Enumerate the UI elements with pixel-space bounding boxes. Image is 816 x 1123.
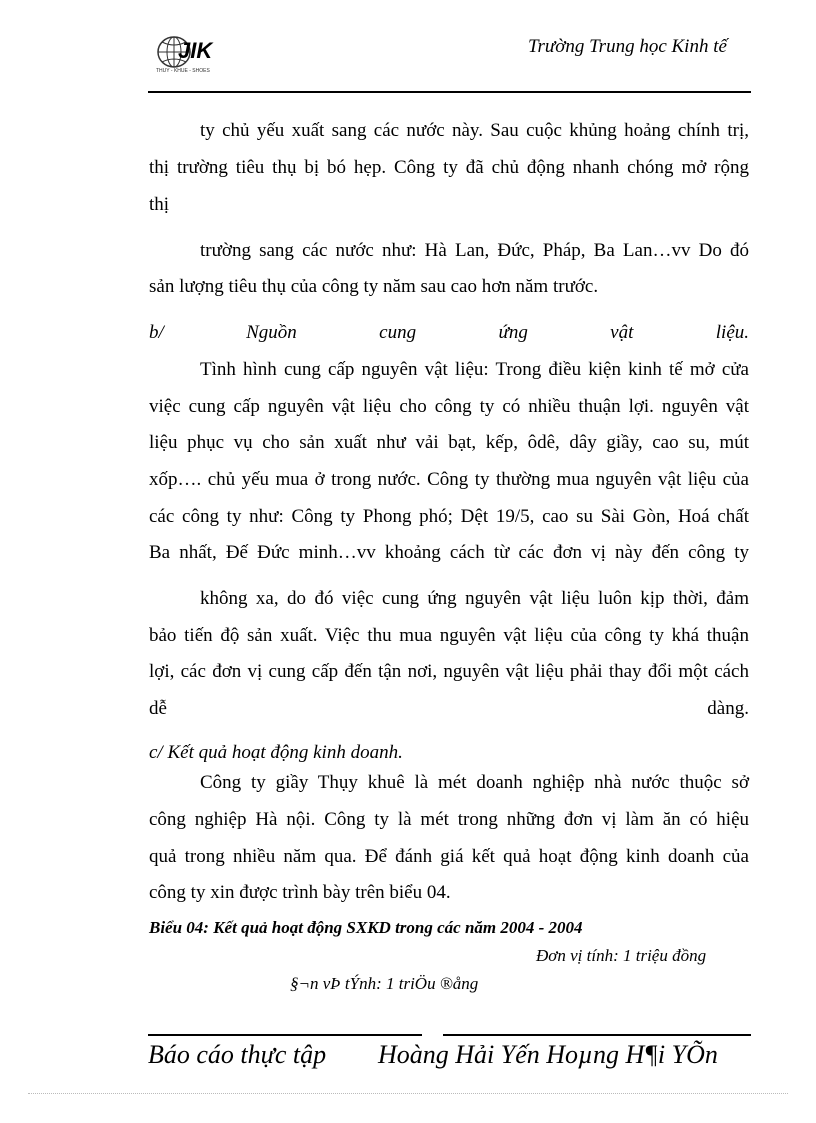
paragraph-line: quả trong nhiều năm qua. Để đánh giá kết quả hoạt động kinh doanh của xyxy=(149,846,749,867)
paragraph-line: bảo tiến độ sản xuất. Việc thu mua nguyên vật liệu của công ty khá thuận xyxy=(149,625,749,646)
section-heading-b: b/ Nguồn cung ứng vật liệu. xyxy=(149,322,749,343)
header-rule xyxy=(148,91,751,93)
unit-label-garbled: §¬n vÞ tÝnh: 1 triÖu ®ång xyxy=(290,974,479,993)
paragraph-line: thị trường tiêu thụ bị bó hẹp. Công ty đã chủ động nhanh chóng mở rộng xyxy=(149,157,749,178)
paragraph-line: dễ dàng. xyxy=(149,698,749,719)
company-logo xyxy=(148,30,226,74)
logo-subtext: THUY - KHUE - SHOES xyxy=(156,68,210,74)
footer-rule-left xyxy=(148,1034,422,1036)
unit-label: Đơn vị tính: 1 triệu đồng xyxy=(536,946,707,965)
paragraph-line: các công ty như: Công ty Phong phó; Dệt 19/5, cao su Sài Gòn, Hoá chất xyxy=(149,506,749,527)
paragraph-line: xốp…. chủ yếu mua ở trong nước. Công ty thường mua nguyên vật liệu của xyxy=(149,469,749,490)
paragraph-line: sản lượng tiêu thụ của công ty năm sau cao hơn năm trước. xyxy=(149,276,599,297)
table-caption: Biểu 04: Kết quả hoạt động SXKD trong các năm 2004 - 2004 xyxy=(149,918,583,937)
paragraph-line: trường sang các nước như: Hà Lan, Đức, Pháp, Ba Lan…vv Do đó xyxy=(200,240,749,261)
footer-rule-right xyxy=(443,1034,751,1036)
paragraph-line: công ty xin được trình bày trên biểu 04. xyxy=(149,882,451,903)
paragraph-line: không xa, do đó việc cung ứng nguyên vật liệu luôn kịp thời, đảm xyxy=(200,588,749,609)
paragraph-line: việc cung cấp nguyên vật liệu cho công ty có nhiều thuận lợi. nguyên vật xyxy=(149,396,749,417)
paragraph-line: Tình hình cung cấp nguyên vật liệu: Trong điều kiện kinh tế mở cửa xyxy=(200,359,749,380)
logo-text: JIK xyxy=(178,38,213,63)
footer-report-title: Báo cáo thực tập xyxy=(148,1040,327,1069)
paragraph-line: liệu phục vụ cho sản xuất như vải bạt, kếp, ôdê, dây giầy, cao su, mút xyxy=(149,432,749,453)
paragraph-line: Ba nhất, Đế Đức minh…vv khoảng cách từ các đơn vị này đến công ty xyxy=(149,542,749,563)
paragraph-line: ty chủ yếu xuất sang các nước này. Sau cuộc khủng hoảng chính trị, xyxy=(200,120,749,141)
footer-author: Hoàng Hải Yến Hoµng H¶i YÕn xyxy=(378,1040,718,1069)
paragraph-line: Công ty giầy Thụy khuê là mét doanh nghiệp nhà nước thuộc sở xyxy=(200,772,749,793)
paragraph-line: công nghiệp Hà nội. Công ty là mét trong những đơn vị làm ăn có hiệu xyxy=(149,809,749,830)
paragraph-line: thị xyxy=(149,194,170,215)
section-heading-c: c/ Kết quả hoạt động kinh doanh. xyxy=(149,742,403,763)
paragraph-line: lợi, các đơn vị cung cấp đến tận nơi, nguyên vật liệu phải thay đổi một cách xyxy=(149,661,749,682)
page-bottom-border xyxy=(28,1093,788,1094)
header-title: Trường Trung học Kinh tế xyxy=(528,36,727,57)
